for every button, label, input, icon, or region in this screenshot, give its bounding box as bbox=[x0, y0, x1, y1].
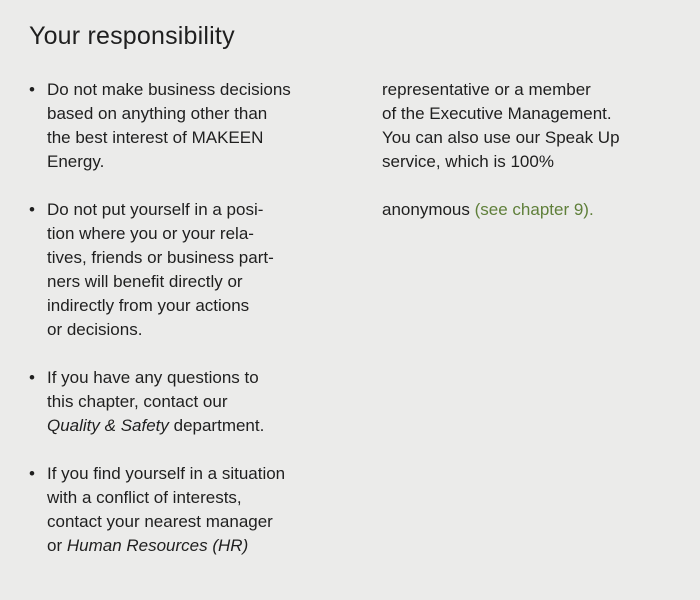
bullet-dot: • bbox=[29, 80, 35, 99]
text-line: Do not make business decisions bbox=[47, 80, 291, 99]
text-line: or decisions. bbox=[47, 320, 143, 339]
page-title: Your responsibility bbox=[29, 22, 235, 50]
text-line: contact your nearest manager bbox=[47, 512, 273, 531]
paragraph-gap bbox=[382, 174, 682, 198]
text-line: representative or a member bbox=[382, 80, 591, 99]
text-fragment: anonymous bbox=[382, 200, 475, 219]
text-line: of the Executive Management. bbox=[382, 104, 612, 123]
text-line bbox=[382, 198, 682, 222]
text-line: based on anything other than bbox=[47, 104, 268, 123]
text-line: with a conflict of interests, bbox=[47, 488, 242, 507]
text-line: indirectly from your actions bbox=[47, 296, 250, 315]
bullet-list bbox=[29, 78, 349, 582]
bullet-dot: • bbox=[29, 464, 35, 483]
text-fragment: or bbox=[47, 536, 67, 555]
text-fragment: department. bbox=[168, 416, 265, 435]
text-line: this chapter, contact our bbox=[47, 392, 228, 411]
text-line: If you find yourself in a situation bbox=[47, 464, 286, 483]
text-line: You can also use our Speak Up bbox=[382, 128, 620, 147]
list-item bbox=[29, 198, 349, 342]
text-line: service, which is 100% bbox=[382, 152, 554, 171]
continued-paragraph bbox=[382, 78, 682, 222]
department-name: Quality & Safety bbox=[47, 416, 169, 435]
chapter-link[interactable]: (see chapter 9). bbox=[474, 200, 594, 219]
text-line: tion where you or your rela- bbox=[47, 224, 254, 243]
list-item bbox=[29, 78, 349, 174]
list-item bbox=[29, 462, 349, 558]
bullet-dot: • bbox=[29, 200, 35, 219]
text-line bbox=[47, 414, 349, 438]
text-line: ners will benefit directly or bbox=[47, 272, 243, 291]
text-line: Energy. bbox=[47, 152, 105, 171]
text-line: If you have any questions to bbox=[47, 368, 259, 387]
department-name: Human Resources (HR) bbox=[66, 536, 249, 555]
bullet-dot: • bbox=[29, 368, 35, 387]
text-line: the best interest of MAKEEN bbox=[47, 128, 264, 147]
text-line bbox=[47, 534, 349, 558]
text-line: Do not put yourself in a posi- bbox=[47, 200, 264, 219]
text-line: tives, friends or business part- bbox=[47, 248, 274, 267]
list-item bbox=[29, 366, 349, 438]
